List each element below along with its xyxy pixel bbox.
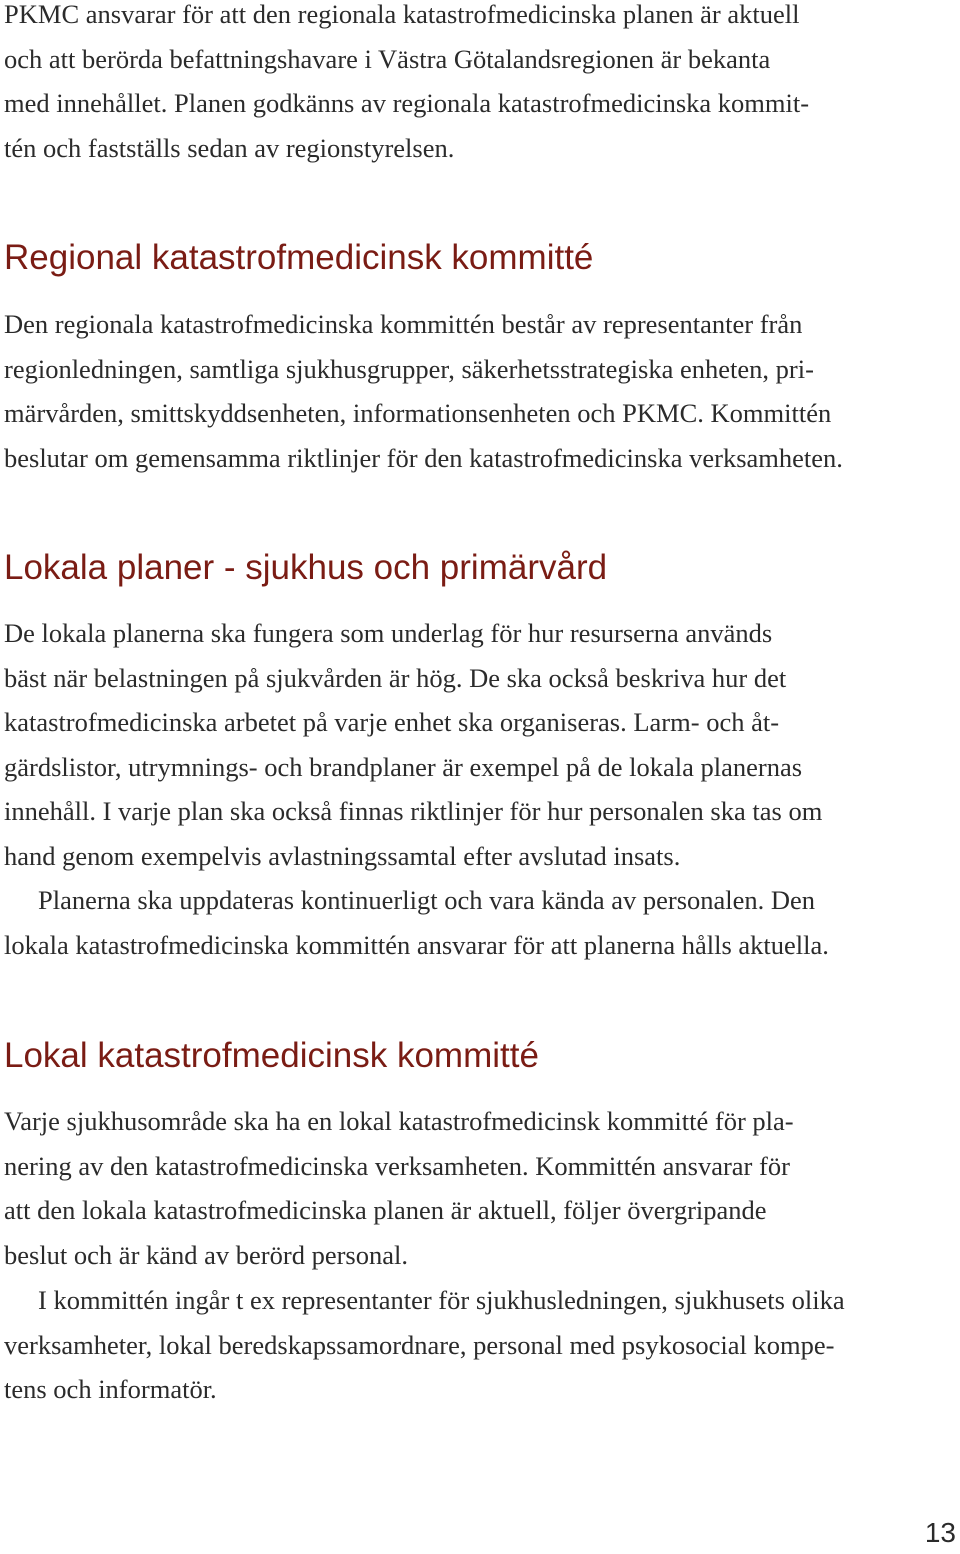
text-line: innehåll. I varje plan ska också finnas riktlinjer för hur personalen ska tas om [4, 796, 823, 826]
text-line: gärdslistor, utrymnings- och brandplaner är exempel på de lokala planernas [4, 751, 803, 782]
text-line: Planerna ska uppdateras kontinuerligt och vara kända av personalen. Den [38, 885, 816, 915]
text-line: tens och informatör. [4, 1374, 217, 1404]
text-line: nering av den katastrofmedicinska verksamheten. Kommittén ansvarar för [4, 1150, 790, 1181]
text-line: och att berörda befattningshavare i Västra Götalandsregionen är bekanta [4, 43, 771, 74]
text-line: I kommittén ingår t ex representanter för sjukhusledningen, sjukhusets olika [38, 1285, 845, 1315]
section-paragraph [4, 878, 829, 967]
section-heading-local-committee: Lokal katastrofmedicinsk kommitté [4, 1036, 539, 1075]
text-line: Den regionala katastrofmedicinska kommittén består av representanter från [4, 309, 803, 339]
text-line: regionledningen, samtliga sjukhusgrupper, säkerhetsstrategiska enheten, pri- [4, 353, 814, 384]
text-line: med innehållet. Planen godkänns av regionala katastrofmedicinska kommit- [4, 88, 810, 118]
section-paragraph [4, 302, 843, 480]
intro-paragraph [4, 0, 809, 170]
text-line: PKMC ansvarar för att den regionala katastrofmedicinska planen är aktuell [4, 0, 800, 29]
text-line: De lokala planerna ska fungera som underlag för hur resurserna används [4, 618, 773, 648]
section-heading-local-plans: Lokala planer - sjukhus och primärvård [4, 548, 608, 587]
text-line: lokala katastrofmedicinska kommittén ansvarar för att planerna hålls aktuella. [4, 929, 829, 960]
text-line: tén och fastställs sedan av regionstyrelsen. [4, 132, 455, 163]
text-line: märvården, smittskyddsenheten, informationsenheten och PKMC. Kommittén [4, 398, 832, 428]
section-paragraph [4, 1278, 845, 1412]
text-line: beslutar om gemensamma riktlinjer för den katastrofmedicinska verksamheten. [4, 442, 843, 473]
text-line: hand genom exempelvis avlastningssamtal efter avslutad insats. [4, 840, 681, 871]
text-line: verksamheter, lokal beredskapssamordnare, personal med psykosocial kompe- [4, 1329, 835, 1360]
text-line: Varje sjukhusområde ska ha en lokal katastrofmedicinsk kommitté för pla- [4, 1106, 794, 1136]
text-line: beslut och är känd av berörd personal. [4, 1239, 408, 1270]
text-line: att den lokala katastrofmedicinska planen är aktuell, följer övergripande [4, 1195, 767, 1225]
text-line: bäst när belastningen på sjukvården är hög. De ska också beskriva hur det [4, 662, 787, 693]
section-paragraph [4, 1099, 794, 1277]
section-heading-regional-committee: Regional katastrofmedicinsk kommitté [4, 238, 594, 277]
section-paragraph [4, 611, 822, 878]
text-line: katastrofmedicinska arbetet på varje enhet ska organiseras. Larm- och åt- [4, 707, 780, 737]
page-number: 13 [924, 1517, 956, 1548]
